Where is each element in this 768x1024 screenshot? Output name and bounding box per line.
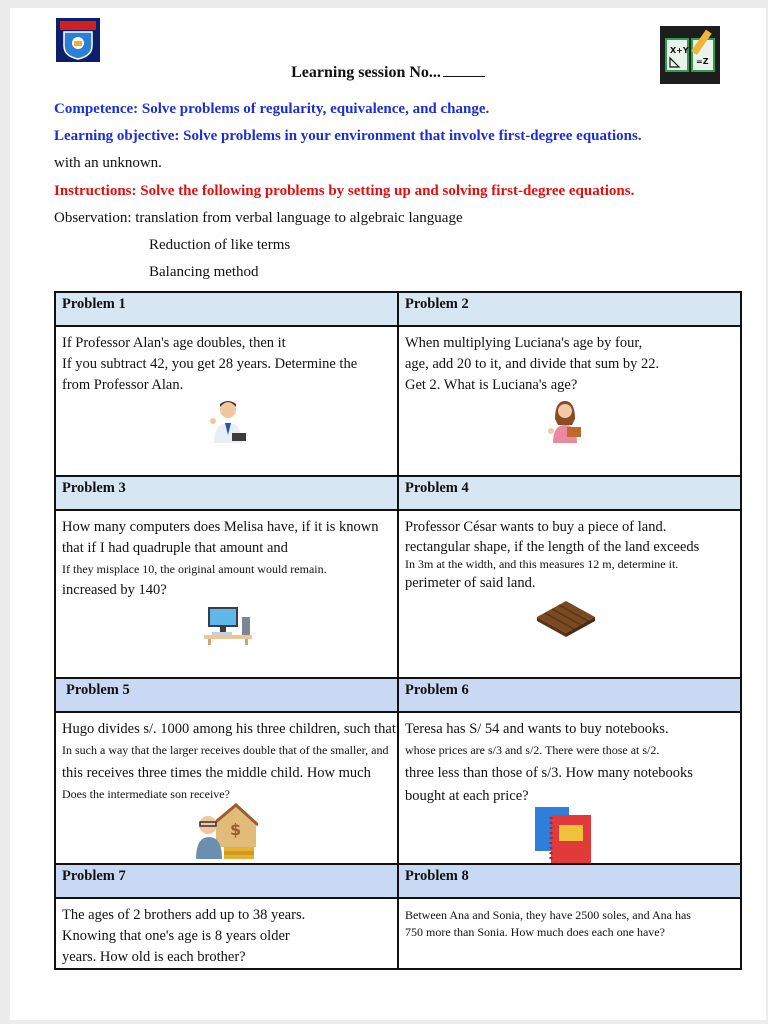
problem-3-header: Problem 3 [55, 476, 398, 510]
objective-text: Learning objective: Solve problems in your environment that involve first-degree equations. [54, 128, 642, 144]
problems-table [54, 291, 742, 970]
session-title [10, 62, 766, 82]
problem-6-line: bought at each price? [405, 788, 529, 804]
svg-text:=Z: =Z [696, 57, 709, 66]
session-title-text: Learning session No... [291, 64, 441, 81]
observation-item-2: Balancing method [149, 264, 259, 280]
computer-desk-icon [202, 605, 254, 645]
problem-4-cell [398, 510, 741, 678]
problem-2-line: Get 2. What is Luciana's age? [405, 377, 578, 393]
problem-2-line: When multiplying Luciana's age by four, [405, 335, 643, 351]
problem-1-line: from Professor Alan. [62, 377, 184, 393]
notebooks-icon [533, 805, 593, 863]
problem-body-row [55, 898, 741, 969]
problem-8-header: Problem 8 [398, 864, 741, 898]
money-house-icon [194, 803, 258, 859]
problem-7-line: Knowing that one's age is 8 years older [62, 928, 290, 944]
problem-5-line: In such a way that the larger receives double that of the smaller, and [62, 743, 389, 757]
problem-header-row [55, 476, 741, 510]
problem-1-cell [55, 326, 398, 476]
problem-6-line: Teresa has S/ 54 and wants to buy notebooks. [405, 721, 669, 737]
teacher-icon [204, 397, 252, 445]
problem-5-line: Hugo divides s/. 1000 among his three children, such that [62, 721, 396, 737]
problem-3-line: that if I had quadruple that amount and [62, 540, 288, 556]
problem-4-header: Problem 4 [398, 476, 741, 510]
girl-reading-icon [541, 397, 589, 445]
problem-1-header: Problem 1 [55, 292, 398, 326]
problem-2-line: age, add 20 to it, and divide that sum by 22. [405, 356, 660, 372]
problem-7-header: Problem 7 [55, 864, 398, 898]
worksheet-page [10, 8, 766, 1020]
problem-2-cell [398, 326, 741, 476]
problem-5-cell [55, 712, 398, 864]
observation-text: Observation: translation from verbal language to algebraic language [54, 210, 463, 226]
problem-header-row [55, 292, 741, 326]
land-plot-icon [535, 597, 597, 639]
problem-3-line: How many computers does Melisa have, if it is known [62, 519, 379, 535]
problem-4-line: Professor César wants to buy a piece of land. [405, 519, 667, 535]
problem-body-row [55, 712, 741, 864]
problem-2-header: Problem 2 [398, 292, 741, 326]
observation-item-1: Reduction of like terms [149, 237, 291, 253]
problem-6-header: Problem 6 [398, 678, 741, 712]
problem-8-line: Between Ana and Sonia, they have 2500 soles, and Ana has [405, 908, 691, 922]
problem-6-cell [398, 712, 741, 864]
problem-1-line: If Professor Alan's age doubles, then it [62, 335, 286, 351]
session-number-blank [443, 62, 485, 77]
problem-1-line: If you subtract 42, you get 28 years. Determine the [62, 356, 358, 372]
problem-body-row [55, 326, 741, 476]
problem-7-cell [55, 898, 398, 969]
problem-8-cell [398, 898, 741, 969]
problem-3-cell [55, 510, 398, 678]
problem-8-line: 750 more than Sonia. How much does each one have? [405, 925, 665, 939]
competence-text: Competence: Solve problems of regularity, equivalence, and change. [54, 101, 490, 117]
problem-body-row [55, 510, 741, 678]
problem-header-row [55, 678, 741, 712]
problem-5-line: Does the intermediate son receive? [62, 787, 230, 801]
problem-header-row [55, 864, 741, 898]
objective-continuation: with an unknown. [54, 155, 162, 171]
problem-4-line: rectangular shape, if the length of the land exceeds [405, 539, 700, 555]
problem-4-line: In 3m at the width, and this measures 12 m, determine it. [405, 557, 679, 571]
school-logo-icon [56, 18, 100, 62]
problem-6-line: three less than those of s/3. How many notebooks [405, 765, 693, 781]
problem-3-line: If they misplace 10, the original amount would remain. [62, 562, 327, 576]
svg-text:$: $ [230, 820, 242, 839]
problem-7-line: years. How old is each brother? [62, 949, 246, 965]
problem-5-line: this receives three times the middle child. How much [62, 765, 371, 781]
problem-4-line: perimeter of said land. [405, 575, 536, 591]
problem-7-line: The ages of 2 brothers add up to 38 years. [62, 907, 306, 923]
problem-6-line: whose prices are s/3 and s/2. There were those at s/2. [405, 743, 660, 757]
svg-text:X+Y: X+Y [670, 46, 689, 55]
instructions-text: Instructions: Solve the following problems by setting up and solving first-degree equations. [54, 183, 635, 199]
problem-5-header: Problem 5 [55, 678, 398, 712]
problem-3-line: increased by 140? [62, 582, 167, 598]
